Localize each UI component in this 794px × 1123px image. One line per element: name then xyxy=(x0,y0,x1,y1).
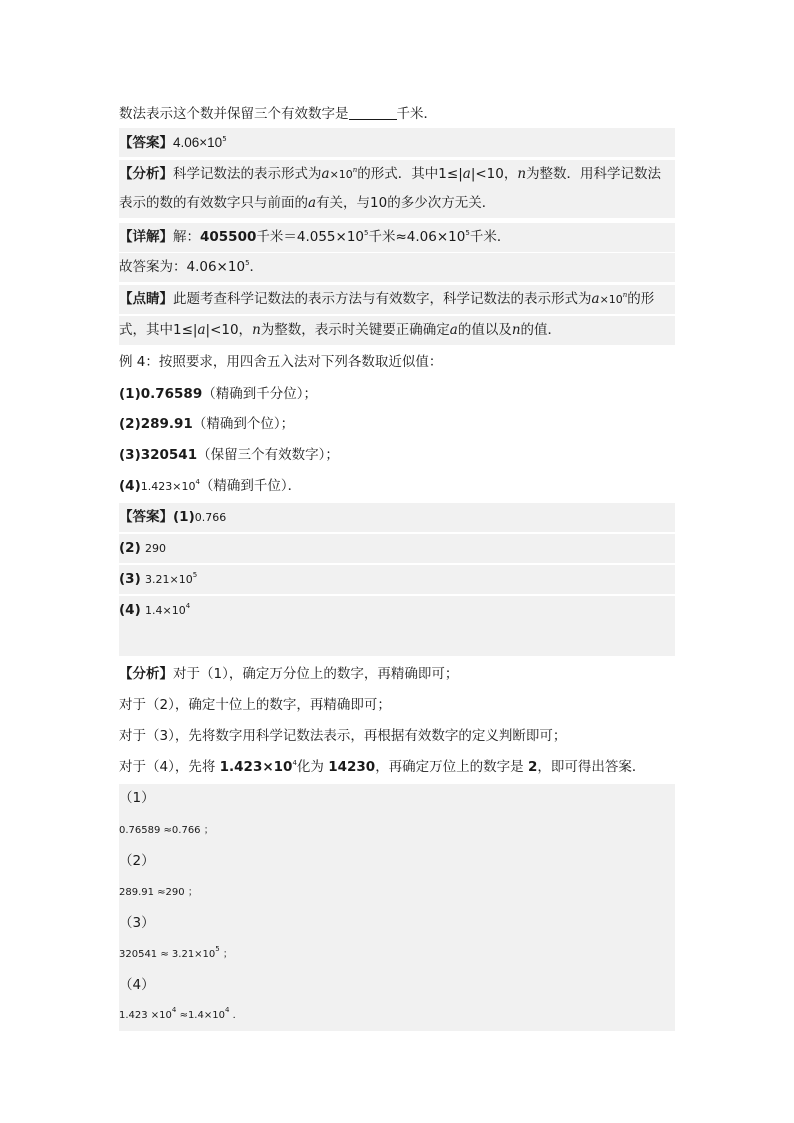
analysis2-line-3: 对于（3），先将数字用科学记数法表示，再根据有效数字的定义判断即可； xyxy=(119,728,567,744)
comment-text: |<10， xyxy=(205,322,253,338)
analysis-line-2 xyxy=(119,189,675,218)
item-index: (4) xyxy=(119,478,141,494)
math-text: ≈1.4×10 xyxy=(176,1010,225,1021)
math-text: ×10 xyxy=(599,293,623,306)
analysis2-line-2: 对于（2），确定十位上的数字，再精确即可； xyxy=(119,697,391,713)
analysis2-line-4 xyxy=(119,753,675,782)
math-var: a xyxy=(321,166,330,182)
detail2-part-4-expr xyxy=(119,1001,675,1031)
detail2-part-3-label: （3） xyxy=(119,909,675,939)
item-number: 320541 xyxy=(140,447,198,463)
math-var: a xyxy=(462,166,471,182)
math-exponent: 4 xyxy=(171,1006,177,1014)
item-text: （精确到千位）． xyxy=(199,478,302,494)
item-index: (2) xyxy=(119,416,141,432)
math-text: ×10 xyxy=(329,168,353,181)
answer-tag: 【答案】 xyxy=(119,135,173,151)
answer-value: 290 xyxy=(145,542,167,555)
detail2-part-1-label: （1） xyxy=(119,784,675,814)
answer-exponent: 5 xyxy=(222,135,227,143)
math-var: a xyxy=(449,322,458,338)
question-item-2 xyxy=(119,410,675,439)
analysis-text: ，再确定万位上的数字是 xyxy=(375,759,528,775)
question-unit: 千米． xyxy=(396,106,437,122)
math-var: n xyxy=(252,322,261,338)
detail-text: 解： xyxy=(173,229,200,245)
question-text: 数法表示这个数并保留三个有效数字是 xyxy=(119,106,349,122)
item-text: （精确到千分位）； xyxy=(202,386,317,402)
math-exponent: 4 xyxy=(292,759,297,767)
answer-value: 4.06×10 xyxy=(173,135,223,150)
answer2-line-3 xyxy=(119,565,675,594)
example-title: 例 4：按照要求，用四舍五入法对下列各数取近似值： xyxy=(119,354,443,370)
question-tail xyxy=(119,100,675,129)
detail2-part-4-label: （4） xyxy=(119,971,675,1001)
detail-text: 千米≈4.06×10 xyxy=(368,229,466,245)
math-exponent: 5 xyxy=(465,229,470,237)
comment-text: 式，其中1≤| xyxy=(119,322,198,338)
math-exponent: n xyxy=(622,291,628,299)
comment-text: 为整数，表示时关键要正确确定 xyxy=(260,322,450,338)
comment-line-2 xyxy=(119,316,675,345)
analysis-text: 为整数．用科学记数法 xyxy=(526,166,662,182)
analysis-number: 1.423×10 xyxy=(219,759,293,775)
comment-tag: 【点睛】 xyxy=(119,291,173,307)
answer-line xyxy=(119,128,675,157)
answer-value: 1.4×10 xyxy=(145,604,186,617)
analysis-text: 化为 xyxy=(296,759,329,775)
detail2-part-1-expr: 0.76589 ≈0.766 ； xyxy=(119,814,675,847)
math-text: 1.423 ×10 xyxy=(119,1010,172,1021)
math-exponent: 4 xyxy=(224,1006,230,1014)
detail-line xyxy=(119,223,675,252)
math-var: n xyxy=(511,322,521,338)
math-var: a xyxy=(308,195,317,211)
final-text: 故答案为：4.06×10 xyxy=(119,259,246,275)
analysis-text: 有关，与10的多少次方无关． xyxy=(316,195,496,211)
comment-text: 此题考查科学记数法的表示方法与有效数字，科学记数法的表示形式为 xyxy=(173,291,592,307)
analysis-number: 14230 xyxy=(328,759,376,775)
math-var: a xyxy=(197,322,206,338)
detail2-part-3-expr xyxy=(119,939,675,971)
answer-blank xyxy=(349,103,397,120)
detail2-part-2-expr: 289.91 ≈290 ； xyxy=(119,877,675,909)
analysis-text: 对于（4），先将 xyxy=(119,759,220,775)
analysis-line-1 xyxy=(119,160,675,189)
math-var: n xyxy=(517,166,527,182)
analysis-number: 2 xyxy=(527,759,538,775)
detail-number: 405500 xyxy=(200,229,257,245)
analysis-text: 的形式．其中1≤| xyxy=(357,166,463,182)
math-text: ； xyxy=(219,949,233,960)
item-number: 289.91 xyxy=(140,416,193,432)
detail-tag: 【详解】 xyxy=(119,229,173,245)
math-exponent: n xyxy=(352,166,358,174)
math-var: a xyxy=(591,291,600,307)
answer2-line-4 xyxy=(119,596,675,656)
math-text: ． xyxy=(229,1010,243,1021)
item-index: (1) xyxy=(119,386,141,402)
answer-tag: 【答案】 xyxy=(119,509,173,525)
analysis-text: ，即可得出答案． xyxy=(537,759,646,775)
analysis-text: 表示的数的有效数字只与前面的 xyxy=(119,195,308,211)
analysis-text: |<10， xyxy=(470,166,518,182)
question-item-4 xyxy=(119,472,675,501)
analysis-text: 对于（1），确定万分位上的数字，再精确即可； xyxy=(173,666,459,682)
item-index: (2) xyxy=(119,540,141,556)
analysis-tag: 【分析】 xyxy=(119,166,173,182)
item-index: (3) xyxy=(119,571,141,587)
math-exponent: 5 xyxy=(364,229,369,237)
item-number: 0.76589 xyxy=(140,386,203,402)
detail2-part-2-label: （2） xyxy=(119,847,675,877)
math-text: 320541 ≈ 3.21×10 xyxy=(119,949,216,960)
analysis-tag: 【分析】 xyxy=(119,666,173,682)
item-index: (3) xyxy=(119,447,141,463)
answer2-line-1 xyxy=(119,503,675,532)
comment-line-1 xyxy=(119,285,675,314)
final-answer-line xyxy=(119,253,675,282)
item-number: 1.423×10 xyxy=(140,480,196,493)
detail-text: 千米＝4.055×10 xyxy=(256,229,365,245)
math-exponent: 4 xyxy=(195,478,200,486)
analysis2-line-1 xyxy=(119,660,675,689)
math-exponent: 5 xyxy=(245,259,250,267)
comment-text: 的形 xyxy=(627,291,655,307)
question-item-3 xyxy=(119,441,675,470)
analysis-text: 科学记数法的表示形式为 xyxy=(173,166,322,182)
item-index: (4) xyxy=(119,602,141,618)
math-exponent: 5 xyxy=(215,945,220,953)
item-index: (1) xyxy=(173,509,195,525)
comment-text: 的值以及 xyxy=(457,322,512,338)
item-text: （精确到个位）； xyxy=(192,416,295,432)
detail-text: 千米． xyxy=(469,229,511,245)
comment-text: 的值． xyxy=(520,322,562,338)
question-item-1 xyxy=(119,380,675,409)
answer-value: 3.21×10 xyxy=(145,573,193,586)
answer-value: 0.766 xyxy=(194,511,227,524)
math-exponent: 5 xyxy=(192,571,198,579)
math-exponent: 4 xyxy=(185,602,191,610)
answer2-line-2 xyxy=(119,534,675,563)
final-text: ． xyxy=(249,259,264,275)
item-text: （保留三个有效数字）； xyxy=(197,447,339,463)
